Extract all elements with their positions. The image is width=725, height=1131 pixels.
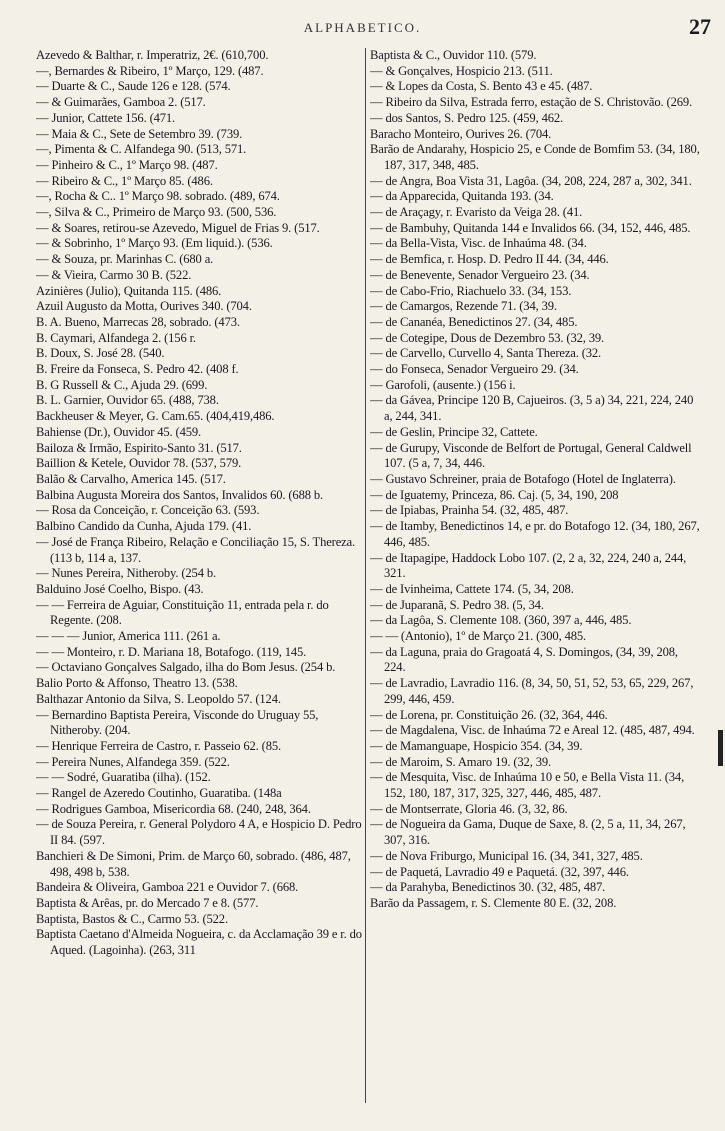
- directory-entry: — de Itamby, Benedictinos 14, e pr. do Botafogo 12. (34, 180, 267, 446, 485.: [370, 519, 700, 549]
- directory-entry: — de Carvello, Curvello 4, Santa Thereza. (32.: [370, 346, 602, 361]
- right-column: [370, 48, 702, 1118]
- directory-entry: — de Ipiabas, Prainha 54. (32, 485, 487.: [370, 503, 569, 518]
- directory-entry: Bandeira & Oliveira, Gamboa 221 e Ouvidor 7. (668.: [36, 880, 299, 895]
- directory-entry: — Octaviano Gonçalves Salgado, ilha do Bom Jesus. (254 b.: [36, 660, 336, 675]
- directory-entry: — de Gurupy, Visconde de Belfort de Portugal, General Caldwell 107. (5 a, 7, 34, 446.: [370, 440, 692, 471]
- directory-entry: Baptista Caetano d'Almeida Nogueira, c. da Acclamação 39 e r. do Aqued. (Lagoinha). (263, 311: [36, 927, 362, 958]
- directory-entry: — Ribeiro da Silva, Estrada ferro, estação de S. Christovão. (269.: [370, 95, 693, 110]
- directory-entry: Baptista & C., Ouvidor 110. (579.: [370, 48, 537, 62]
- page-edge-mark: [718, 730, 723, 766]
- directory-entry: — de Bambuhy, Quitanda 144 e Invalidos 66. (34, 152, 446, 485.: [370, 220, 691, 235]
- directory-entry: — de Paquetá, Lavradio 49 e Paquetá. (32, 397, 446.: [370, 864, 629, 879]
- directory-entry: — & Sobrinho, 1º Março 93. (Em liquid.). (536.: [36, 236, 273, 251]
- page-number: 27: [689, 14, 711, 39]
- directory-entry: — dos Santos, S. Pedro 125. (459, 462.: [370, 110, 564, 125]
- directory-entry: — de Bemfica, r. Hosp. D. Pedro II 44. (34, 446.: [370, 252, 609, 267]
- directory-entry: B. G Russell & C., Ajuda 29. (699.: [36, 377, 208, 392]
- column-divider: [365, 48, 366, 1103]
- directory-entry: — — Monteiro, r. D. Mariana 18, Botafogo. (119, 145.: [36, 644, 307, 659]
- directory-entry: B. Freire da Fonseca, S. Pedro 42. (408 f.: [36, 362, 239, 377]
- directory-entry: — de Mesquita, Visc. de Inhaúma 10 e 50, e Bella Vista 11. (34, 152, 180, 187, 317, 325, 327, 446, 485, 487.: [370, 770, 685, 801]
- directory-entry: Baillion & Ketele, Ouvidor 78. (537, 579.: [36, 456, 242, 471]
- directory-entry: — da Lagôa, S. Clemente 108. (360, 397 a, 446, 485.: [370, 613, 632, 628]
- directory-entry: — da Gávea, Principe 120 B, Cajueiros. (3, 5 a) 34, 221, 224, 240 a, 244, 341.: [370, 393, 694, 424]
- directory-entry: —, Pimenta & C. Alfandega 90. (513, 571.: [36, 142, 247, 157]
- directory-entry: Bailoza & Irmão, Espirito-Santo 31. (517.: [36, 440, 242, 455]
- directory-entry: — de Geslin, Principe 32, Cattete.: [370, 424, 538, 439]
- directory-entry: — de Magdalena, Visc. de Inhaúma 72 e Areal 12. (485, 487, 494.: [370, 723, 695, 738]
- directory-entry: — da Apparecida, Quitanda 193. (34.: [370, 189, 554, 204]
- directory-entry: Balio Porto & Affonso, Theatro 13. (538.: [36, 676, 238, 691]
- directory-entry: B. Doux, S. José 28. (540.: [36, 346, 165, 361]
- directory-entry: — Ribeiro & C., 1º Março 85. (486.: [36, 173, 213, 188]
- directory-entry: — de Angra, Boa Vista 31, Lagôa. (34, 208, 224, 287 a, 302, 341.: [370, 173, 692, 188]
- directory-entry: — Pereira Nunes, Alfandega 359. (522.: [36, 754, 230, 769]
- directory-entry: Backheuser & Meyer, G. Cam.65. (404,419,486.: [36, 409, 275, 424]
- directory-entry: — Bernardino Baptista Pereira, Visconde do Uruguay 55, Nitheroby. (204.: [36, 707, 319, 738]
- directory-entry: —, Rocha & C.. 1º Março 98. sobrado. (489, 674.: [36, 189, 280, 204]
- directory-entry: — & Gonçalves, Hospicio 213. (511.: [370, 63, 553, 78]
- directory-entry: — Duarte & C., Saude 126 e 128. (574.: [36, 79, 231, 94]
- directory-entry: — & Vieira, Carmo 30 B. (522.: [36, 267, 192, 282]
- directory-entry: — de Cananéa, Benedictinos 27. (34, 485.: [370, 314, 578, 329]
- directory-entry: — Gustavo Schreiner, praia de Botafogo (Hotel de Inglaterra).: [370, 471, 676, 486]
- directory-entry: B. L. Garnier, Ouvidor 65. (488, 738.: [36, 393, 219, 408]
- directory-entry: — Henrique Ferreira de Castro, r. Passeio 62. (85.: [36, 738, 282, 753]
- directory-entry: — de Itapagipe, Haddock Lobo 107. (2, 2 a, 32, 224, 240 a, 244, 321.: [370, 550, 687, 581]
- directory-entry: — — Sodré, Guaratiba (ilha). (152.: [36, 770, 211, 785]
- directory-entry: — — (Antonio), 1º de Março 21. (300, 485.: [370, 629, 587, 644]
- directory-entry: —, Bernardes & Ribeiro, 1º Março, 129. (487.: [36, 63, 264, 78]
- directory-entry: — do Fonseca, Senador Vergueiro 29. (34.: [370, 362, 579, 377]
- directory-entry: Azuil Augusto da Motta, Ourives 340. (704.: [36, 299, 252, 314]
- directory-entry: — de Maroim, S. Amaro 19. (32, 39.: [370, 754, 551, 769]
- directory-entry: — Pinheiro & C., 1º Março 98. (487.: [36, 157, 218, 172]
- directory-entry: Balthazar Antonio da Silva, S. Leopoldo 57. (124.: [36, 691, 281, 706]
- directory-entry: — de Nova Friburgo, Municipal 16. (34, 341, 327, 485.: [370, 848, 643, 863]
- directory-entry: Banchieri & De Simoni, Prim. de Março 60, sobrado. (486, 487, 498, 498 b, 538.: [36, 848, 351, 879]
- directory-entry: — de Lavradio, Lavradio 116. (8, 34, 50, 51, 52, 53, 65, 229, 267, 299, 446, 459.: [370, 676, 694, 706]
- directory-entry: — Nunes Pereira, Nitheroby. (254 b.: [36, 566, 216, 581]
- directory-entry: — & Lopes da Costa, S. Bento 43 e 45. (487.: [370, 79, 593, 94]
- directory-entry: — José de França Ribeiro, Relação e Conciliação 15, S. Thereza. (113 b, 114 a, 137.: [36, 534, 356, 565]
- directory-entry: — & Guimarães, Gamboa 2. (517.: [36, 95, 206, 110]
- directory-entry: Balão & Carvalho, America 145. (517.: [36, 471, 226, 486]
- directory-entry: — de Montserrate, Gloria 46. (3, 32, 86.: [370, 801, 568, 816]
- directory-entry: — de Benevente, Senador Vergueiro 23. (34.: [370, 267, 590, 282]
- directory-entry: —, Silva & C., Primeiro de Março 93. (500, 536.: [36, 205, 277, 220]
- directory-entry: — Junior, Cattete 156. (471.: [36, 110, 176, 125]
- directory-entry: — de Lorena, pr. Constituição 26. (32, 364, 446.: [370, 707, 608, 722]
- directory-entry: — da Bella-Vista, Visc. de Inhaúma 48. (34.: [370, 236, 587, 251]
- directory-entry: — Rangel de Azeredo Coutinho, Guaratiba. (148a: [36, 786, 282, 801]
- directory-entry: — Garofoli, (ausente.) (156 i.: [370, 377, 516, 392]
- directory-entry: B. A. Bueno, Marrecas 28, sobrado. (473.: [36, 314, 240, 329]
- directory-entry: — de Iguatemy, Princeza, 86. Caj. (5, 34, 190, 208: [370, 487, 619, 502]
- directory-entry: — — — Junior, America 111. (261 a.: [36, 629, 221, 644]
- directory-entry: — da Parahyba, Benedictinos 30. (32, 485, 487.: [370, 880, 606, 895]
- directory-entry: — & Souza, pr. Marinhas C. (680 a.: [36, 252, 214, 267]
- directory-entry: — de Camargos, Rezende 71. (34, 39.: [370, 299, 557, 314]
- directory-entry: — de Mamanguape, Hospicio 354. (34, 39.: [370, 738, 583, 753]
- directory-entry: Balbina Augusta Moreira dos Santos, Invalidos 60. (688 b.: [36, 487, 324, 502]
- directory-entry: Balduino José Coelho, Bispo. (43.: [36, 581, 204, 596]
- running-head: [0, 14, 725, 44]
- directory-entry: Barão de Andarahy, Hospicio 25, e Conde de Bomfim 53. (34, 180, 187, 317, 348, 485.: [370, 142, 700, 172]
- running-title: ALPHABETICO.: [303, 20, 422, 35]
- directory-entry: Baptista, Bastos & C., Carmo 53. (522.: [36, 911, 228, 926]
- directory-entry: — — Ferreira de Aguiar, Constituição 11, entrada pela r. do Regente. (208.: [36, 597, 329, 628]
- directory-entry: — de Cabo-Frio, Riachuelo 33. (34, 153.: [370, 283, 572, 298]
- directory-entry: — Rosa da Conceição, r. Conceição 63. (593.: [36, 503, 260, 518]
- directory-entry: B. Caymari, Alfandega 2. (156 r.: [36, 330, 196, 345]
- directory-entry: Azevedo & Balthar, r. Imperatriz, 2€. (610,700.: [36, 48, 269, 62]
- directory-entry: — de Araçagy, r. Evaristo da Veiga 28. (41.: [370, 205, 583, 220]
- left-column: [36, 48, 364, 1118]
- directory-entry: — Rodrigues Gamboa, Misericordia 68. (240, 248, 364.: [36, 801, 311, 816]
- directory-entry: — da Laguna, praia do Gragoatá 4, S. Domingos, (34, 39, 208, 224.: [370, 644, 678, 675]
- directory-entry: — de Souza Pereira, r. General Polydoro 4 A, e Hospicio D. Pedro II 84. (597.: [36, 817, 362, 848]
- directory-entry: Barão da Passagem, r. S. Clemente 80 E. (32, 208.: [370, 895, 617, 910]
- directory-entry: — de Juparanã, S. Pedro 38. (5, 34.: [370, 597, 544, 612]
- directory-entry: — de Ivinheima, Cattete 174. (5, 34, 208.: [370, 581, 574, 596]
- directory-entry: — de Nogueira da Gama, Duque de Saxe, 8. (2, 5 a, 11, 34, 267, 307, 316.: [370, 817, 686, 848]
- directory-entry: — & Soares, retirou-se Azevedo, Miguel de Frias 9. (517.: [36, 220, 320, 235]
- directory-entry: Azinières (Julio), Quitanda 115. (486.: [36, 283, 222, 298]
- directory-entry: Balbino Candido da Cunha, Ajuda 179. (41.: [36, 519, 252, 534]
- directory-entry: Baracho Monteiro, Ourives 26. (704.: [370, 126, 552, 141]
- directory-entry: — Maia & C., Sete de Setembro 39. (739.: [36, 126, 243, 141]
- directory-entry: Baptista & Arêas, pr. do Mercado 7 e 8. (577.: [36, 895, 259, 910]
- directory-entry: Bahiense (Dr.), Ouvidor 45. (459.: [36, 424, 202, 439]
- directory-entry: — de Cotegipe, Dous de Dezembro 53. (32, 39.: [370, 330, 605, 345]
